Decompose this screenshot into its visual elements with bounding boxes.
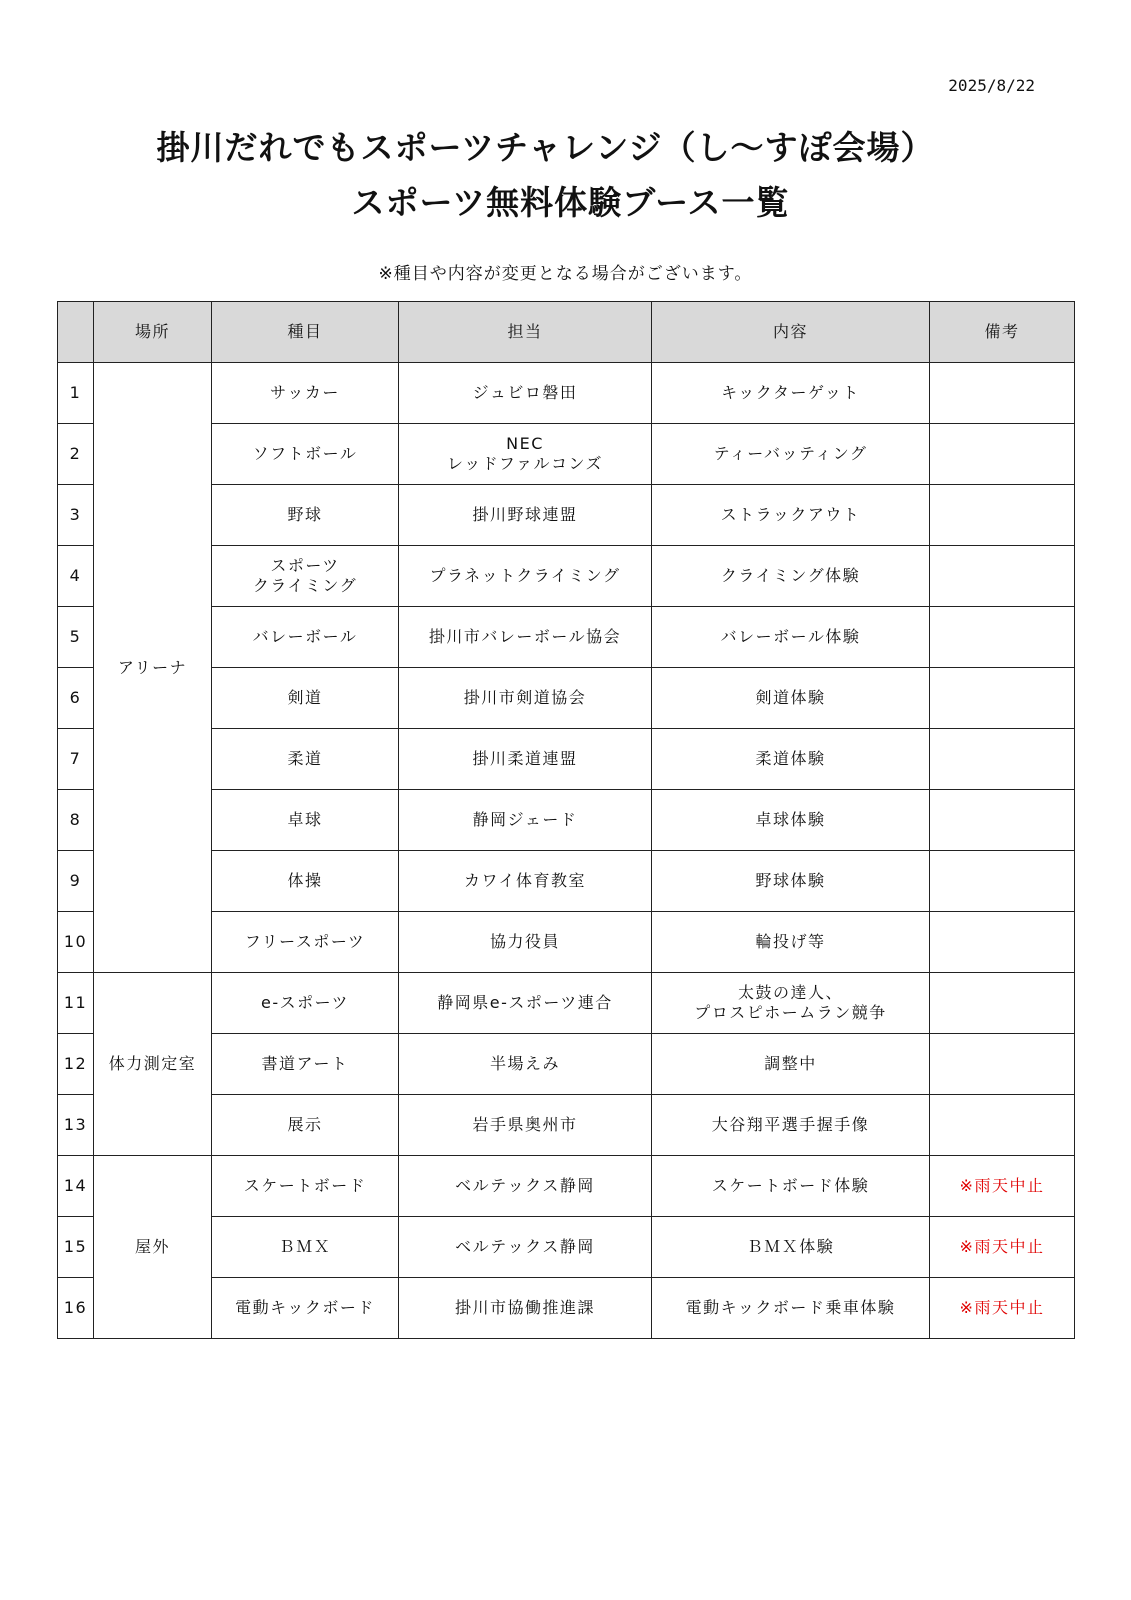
organizer-cell: ベルテックス静岡 — [399, 1217, 652, 1278]
event-cell: スケートボード — [212, 1156, 399, 1217]
content-cell: キックターゲット — [652, 363, 930, 424]
organizer-cell: ジュビロ磐田 — [399, 363, 652, 424]
event-cell: 電動キックボード — [212, 1278, 399, 1339]
event-cell: 卓球 — [212, 790, 399, 851]
row-number: 11 — [58, 973, 94, 1034]
event-cell: 書道アート — [212, 1034, 399, 1095]
event-cell: 体操 — [212, 851, 399, 912]
remarks-cell: ※雨天中止 — [930, 1278, 1075, 1339]
header-number — [58, 302, 94, 363]
organizer-cell: 掛川市バレーボール協会 — [399, 607, 652, 668]
row-number: 12 — [58, 1034, 94, 1095]
title-line-1: 掛川だれでもスポーツチャレンジ（し～すぽ会場） — [156, 128, 935, 167]
remarks-cell — [930, 607, 1075, 668]
remarks-cell — [930, 424, 1075, 485]
row-number: 4 — [58, 546, 94, 607]
content-cell: 調整中 — [652, 1034, 930, 1095]
table-row — [58, 363, 1075, 424]
content-cell: 電動キックボード乗車体験 — [652, 1278, 930, 1339]
content-cell: ＢＭＸ体験 — [652, 1217, 930, 1278]
content-cell: 野球体験 — [652, 851, 930, 912]
row-number: 15 — [58, 1217, 94, 1278]
organizer-cell: 岩手県奥州市 — [399, 1095, 652, 1156]
row-number: 9 — [58, 851, 94, 912]
event-cell: フリースポーツ — [212, 912, 399, 973]
content-cell: 太鼓の達人、 プロスピホームラン競争 — [652, 973, 930, 1034]
row-number: 3 — [58, 485, 94, 546]
event-cell: バレーボール — [212, 607, 399, 668]
organizer-cell: プラネットクライミング — [399, 546, 652, 607]
organizer-cell: 半場えみ — [399, 1034, 652, 1095]
remarks-cell — [930, 1034, 1075, 1095]
content-cell: クライミング体験 — [652, 546, 930, 607]
organizer-cell: 掛川市協働推進課 — [399, 1278, 652, 1339]
row-number: 1 — [58, 363, 94, 424]
table-row — [58, 1156, 1075, 1217]
location-cell: 屋外 — [94, 1156, 212, 1339]
row-number: 14 — [58, 1156, 94, 1217]
row-number: 13 — [58, 1095, 94, 1156]
table-header-row — [58, 302, 1075, 363]
remarks-cell — [930, 912, 1075, 973]
content-cell: 卓球体験 — [652, 790, 930, 851]
document-date: 2025/8/22 — [948, 76, 1035, 95]
remarks-cell: ※雨天中止 — [930, 1156, 1075, 1217]
remarks-cell — [930, 485, 1075, 546]
content-cell: バレーボール体験 — [652, 607, 930, 668]
location-cell: 体力測定室 — [94, 973, 212, 1156]
organizer-cell: 掛川市剣道協会 — [399, 668, 652, 729]
row-number: 10 — [58, 912, 94, 973]
content-cell: ティーバッティング — [652, 424, 930, 485]
remarks-cell: ※雨天中止 — [930, 1217, 1075, 1278]
remarks-cell — [930, 668, 1075, 729]
booth-table — [57, 301, 1075, 1339]
event-cell: 柔道 — [212, 729, 399, 790]
organizer-cell: 静岡ジェード — [399, 790, 652, 851]
remarks-cell — [930, 363, 1075, 424]
row-number: 2 — [58, 424, 94, 485]
event-cell: 剣道 — [212, 668, 399, 729]
change-notice: ※種目や内容が変更となる場合がございます。 — [378, 264, 753, 284]
row-number: 5 — [58, 607, 94, 668]
header-event: 種目 — [212, 302, 399, 363]
content-cell: 柔道体験 — [652, 729, 930, 790]
event-cell: サッカー — [212, 363, 399, 424]
content-cell: 剣道体験 — [652, 668, 930, 729]
remarks-cell — [930, 546, 1075, 607]
organizer-cell: 掛川柔道連盟 — [399, 729, 652, 790]
document-title — [0, 124, 1131, 234]
row-number: 16 — [58, 1278, 94, 1339]
table-row — [58, 973, 1075, 1034]
content-cell: ストラックアウト — [652, 485, 930, 546]
header-remarks: 備考 — [930, 302, 1075, 363]
event-cell: 野球 — [212, 485, 399, 546]
organizer-cell: 協力役員 — [399, 912, 652, 973]
row-number: 8 — [58, 790, 94, 851]
row-number: 7 — [58, 729, 94, 790]
content-cell: スケートボード体験 — [652, 1156, 930, 1217]
event-cell: e-スポーツ — [212, 973, 399, 1034]
title-line-2: スポーツ無料体験ブース一覧 — [351, 183, 790, 222]
event-cell: ソフトボール — [212, 424, 399, 485]
event-cell: スポーツ クライミング — [212, 546, 399, 607]
event-cell: 展示 — [212, 1095, 399, 1156]
organizer-cell: NEC レッドファルコンズ — [399, 424, 652, 485]
organizer-cell: カワイ体育教室 — [399, 851, 652, 912]
content-cell: 大谷翔平選手握手像 — [652, 1095, 930, 1156]
content-cell: 輪投げ等 — [652, 912, 930, 973]
location-cell: アリーナ — [94, 363, 212, 973]
table-body — [58, 363, 1075, 1339]
header-location: 場所 — [94, 302, 212, 363]
organizer-cell: ベルテックス静岡 — [399, 1156, 652, 1217]
row-number: 6 — [58, 668, 94, 729]
remarks-cell — [930, 973, 1075, 1034]
remarks-cell — [930, 851, 1075, 912]
header-organizer: 担当 — [399, 302, 652, 363]
event-cell: ＢＭＸ — [212, 1217, 399, 1278]
header-content: 内容 — [652, 302, 930, 363]
organizer-cell: 静岡県e-スポーツ連合 — [399, 973, 652, 1034]
remarks-cell — [930, 790, 1075, 851]
organizer-cell: 掛川野球連盟 — [399, 485, 652, 546]
remarks-cell — [930, 1095, 1075, 1156]
remarks-cell — [930, 729, 1075, 790]
